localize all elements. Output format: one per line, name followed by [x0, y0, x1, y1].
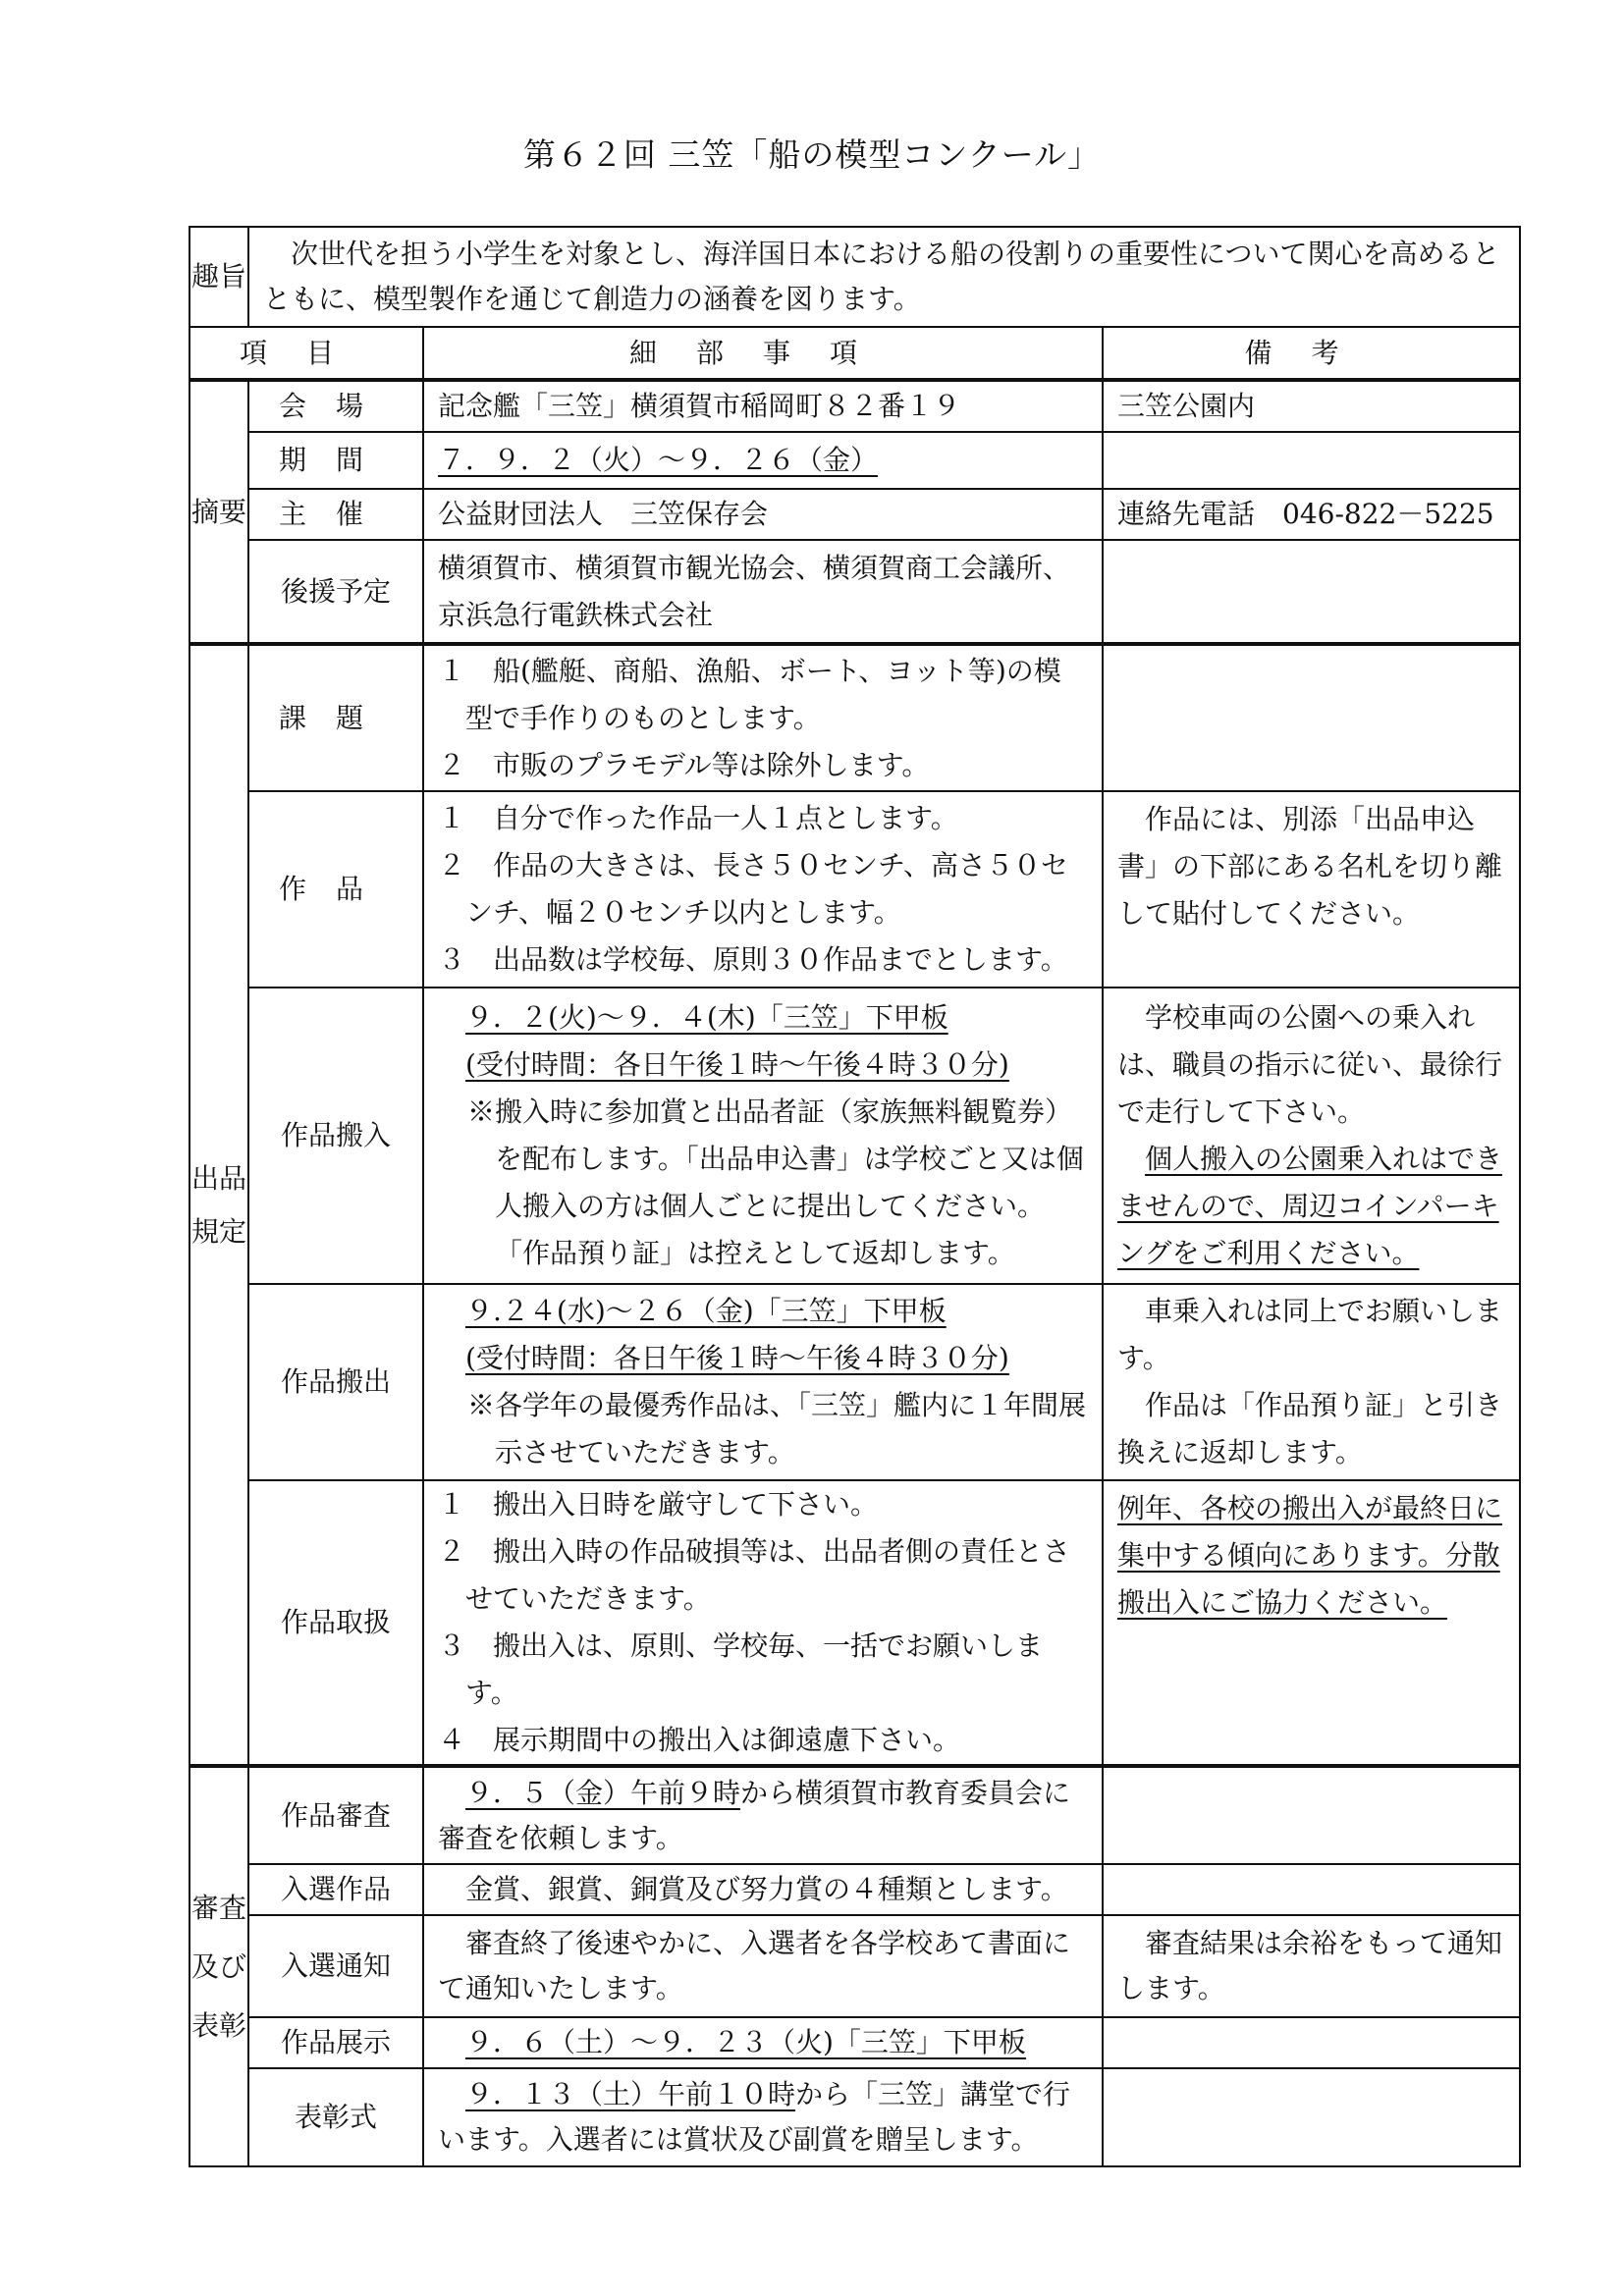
handling-line-3: ３ 搬出入は、原則、学校毎、一括でお願いします。	[438, 1629, 1044, 1709]
ceremony-text: から「三笠」講堂で行います。入選者には賞状及び副賞を贈呈します。	[438, 2078, 1071, 2156]
selected-remarks	[1103, 1864, 1520, 1915]
venue-detail: 記念艦「三笠」横須賀市稲岡町８２番１９	[423, 380, 1103, 432]
summary-row-period	[189, 432, 1520, 489]
works-remarks: 作品には、別添「出品申込書」の下部にある名札を切り離して貼付してください。	[1103, 791, 1520, 988]
venue-remarks: 三笠公園内	[1103, 380, 1520, 432]
delivery-in-item: 作品搬入	[248, 988, 423, 1284]
works-item: 作品	[248, 791, 423, 988]
page-title: 第６２回 三笠「船の模型コンクール」	[522, 135, 1102, 174]
judging-row-ceremony	[189, 2068, 1520, 2166]
summary-row-support	[189, 540, 1520, 644]
delivery-in-note-2: 「作品預り証」は控えとして返却します。	[495, 1237, 1015, 1269]
works-line-1: １ 自分で作った作品一人１点とします。	[438, 802, 958, 834]
works-line-2: ２ 作品の大きさは、長さ５０センチ、高さ５０センチ、幅２０センチ以内とします。	[438, 849, 1069, 929]
theme-item: 課題	[248, 644, 423, 791]
rules-row-delivery-out	[189, 1284, 1520, 1480]
period-item: 期間	[248, 432, 423, 489]
rules-row-handling	[189, 1480, 1520, 1766]
summary-label: 摘要	[189, 380, 248, 644]
selected-item: 入選作品	[248, 1864, 423, 1915]
judging-row-exhibition	[189, 2017, 1520, 2068]
theme-remarks	[1103, 644, 1520, 791]
delivery-in-hours: (受付時間：各日午後１時～午後４時３０分)	[465, 1048, 1009, 1081]
selected-text: 金賞、銀賞、銅賞及び努力賞の４種類とします。	[423, 1864, 1103, 1915]
organizer-remarks: 連絡先電話 046-822－5225	[1103, 489, 1520, 540]
header-remarks: 備考	[1103, 327, 1520, 380]
purpose-label: 趣旨	[189, 227, 248, 327]
judging-row-selected	[189, 1864, 1520, 1915]
organizer-item: 主催	[248, 489, 423, 540]
purpose-text: 次世代を担う小学生を対象とし、海洋国日本における船の役割りの重要性について関心を高めるとともに、模型製作を通じて創造力の涵養を図ります。	[248, 227, 1520, 327]
rules-label: 出品規定	[189, 644, 248, 1766]
delivery-out-date: ９.２４(水)～２６（金)「三笠」下甲板	[465, 1295, 947, 1327]
handling-remarks: 例年、各校の搬出入が最終日に集中する傾向にあります。分散搬出入にご協力ください。	[1117, 1492, 1503, 1619]
period-remarks	[1103, 432, 1520, 489]
theme-line-2: ２ 市販のプラモデル等は除外します。	[438, 748, 930, 781]
exhibition-remarks	[1103, 2017, 1520, 2068]
delivery-in-note: ※搬入時に参加賞と出品者証（家族無料観覧券）を配布します。「出品申込書」は学校ごと又は個人搬入の方は個人ごとに提出してください。	[467, 1095, 1084, 1222]
handling-line-2: ２ 搬出入時の作品破損等は、出品者側の責任とさせていただきます。	[438, 1535, 1071, 1615]
handling-line-1: １ 搬出入日時を厳守して下さい。	[438, 1488, 879, 1521]
header-detail: 細部事項	[423, 327, 1103, 380]
summary-row-venue	[189, 380, 1520, 432]
rules-row-delivery-in	[189, 988, 1520, 1284]
delivery-in-remarks-2: 個人搬入の公園乗入れはできませんので、周辺コインパーキングをご利用ください。	[1117, 1143, 1503, 1269]
organizer-detail: 公益財団法人 三笠保存会	[423, 489, 1103, 540]
notice-item: 入選通知	[248, 1915, 423, 2017]
delivery-in-remarks-1: 学校車両の公園への乗入れは、職員の指示に従い、最徐行で走行して下さい。	[1117, 1001, 1503, 1128]
review-item: 作品審査	[248, 1766, 423, 1864]
handling-line-4: ４ 展示期間中の搬出入は御遠慮下さい。	[438, 1724, 961, 1756]
review-remarks	[1103, 1766, 1520, 1864]
review-date: ９．５（金）午前９時	[465, 1776, 741, 1809]
judging-label: 審査及び表彰	[189, 1766, 248, 2166]
ceremony-item: 表彰式	[248, 2068, 423, 2166]
rules-row-works	[189, 791, 1520, 988]
delivery-in-date: ９．２(火)～９．４(木)「三笠」下甲板	[465, 1001, 948, 1034]
works-line-3: ３ 出品数は学校毎、原則３０作品までとします。	[438, 943, 1068, 976]
delivery-out-item: 作品搬出	[248, 1284, 423, 1480]
summary-row-organizer	[189, 489, 1520, 540]
delivery-out-note: ※各学年の最優秀作品は、「三笠」艦内に１年間展示させていただきます。	[467, 1389, 1087, 1468]
support-detail-line-2: 京浜急行電鉄株式会社	[438, 598, 714, 631]
handling-item: 作品取扱	[248, 1480, 423, 1766]
support-detail-line-1: 横須賀市、横須賀市観光協会、横須賀商工会議所、	[438, 551, 1071, 584]
contest-rules-table	[189, 226, 1521, 2167]
exhibition-item: 作品展示	[248, 2017, 423, 2068]
judging-row-review	[189, 1766, 1520, 1864]
ceremony-remarks	[1103, 2068, 1520, 2166]
exhibition-text: ９．６（土）～９．２３（火)「三笠」下甲板	[465, 2026, 1026, 2058]
theme-line-1: １ 船(艦艇、商船、漁船、ボート、ヨット等)の模型で手作りのものとします。	[438, 654, 1061, 734]
notice-text: 審査終了後速やかに、入選者を各学校あて書面にて通知いたします。	[423, 1915, 1103, 2017]
table-header-row	[189, 327, 1520, 380]
notice-remarks: 審査結果は余裕をもって通知します。	[1103, 1915, 1520, 2017]
delivery-out-remarks-2: 作品は「作品預り証」と引き換えに返却します。	[1117, 1389, 1503, 1468]
venue-item: 会場	[248, 380, 423, 432]
rules-row-theme	[189, 644, 1520, 791]
purpose-row	[189, 227, 1520, 327]
period-detail: ７．９．２（火）～９．２６（金）	[438, 444, 879, 476]
ceremony-date: ９．１３（土）午前１０時	[465, 2078, 796, 2110]
support-item: 後援予定	[248, 540, 423, 644]
header-item: 項目	[189, 327, 423, 380]
judging-row-notice	[189, 1915, 1520, 2017]
delivery-out-remarks-1: 車乗入れは同上でお願いします。	[1117, 1295, 1503, 1374]
review-text: から横須賀市教育委員会に審査を依頼します。	[438, 1776, 1071, 1854]
delivery-out-hours: (受付時間：各日午後１時～午後４時３０分)	[465, 1342, 1009, 1374]
support-remarks	[1103, 540, 1520, 644]
